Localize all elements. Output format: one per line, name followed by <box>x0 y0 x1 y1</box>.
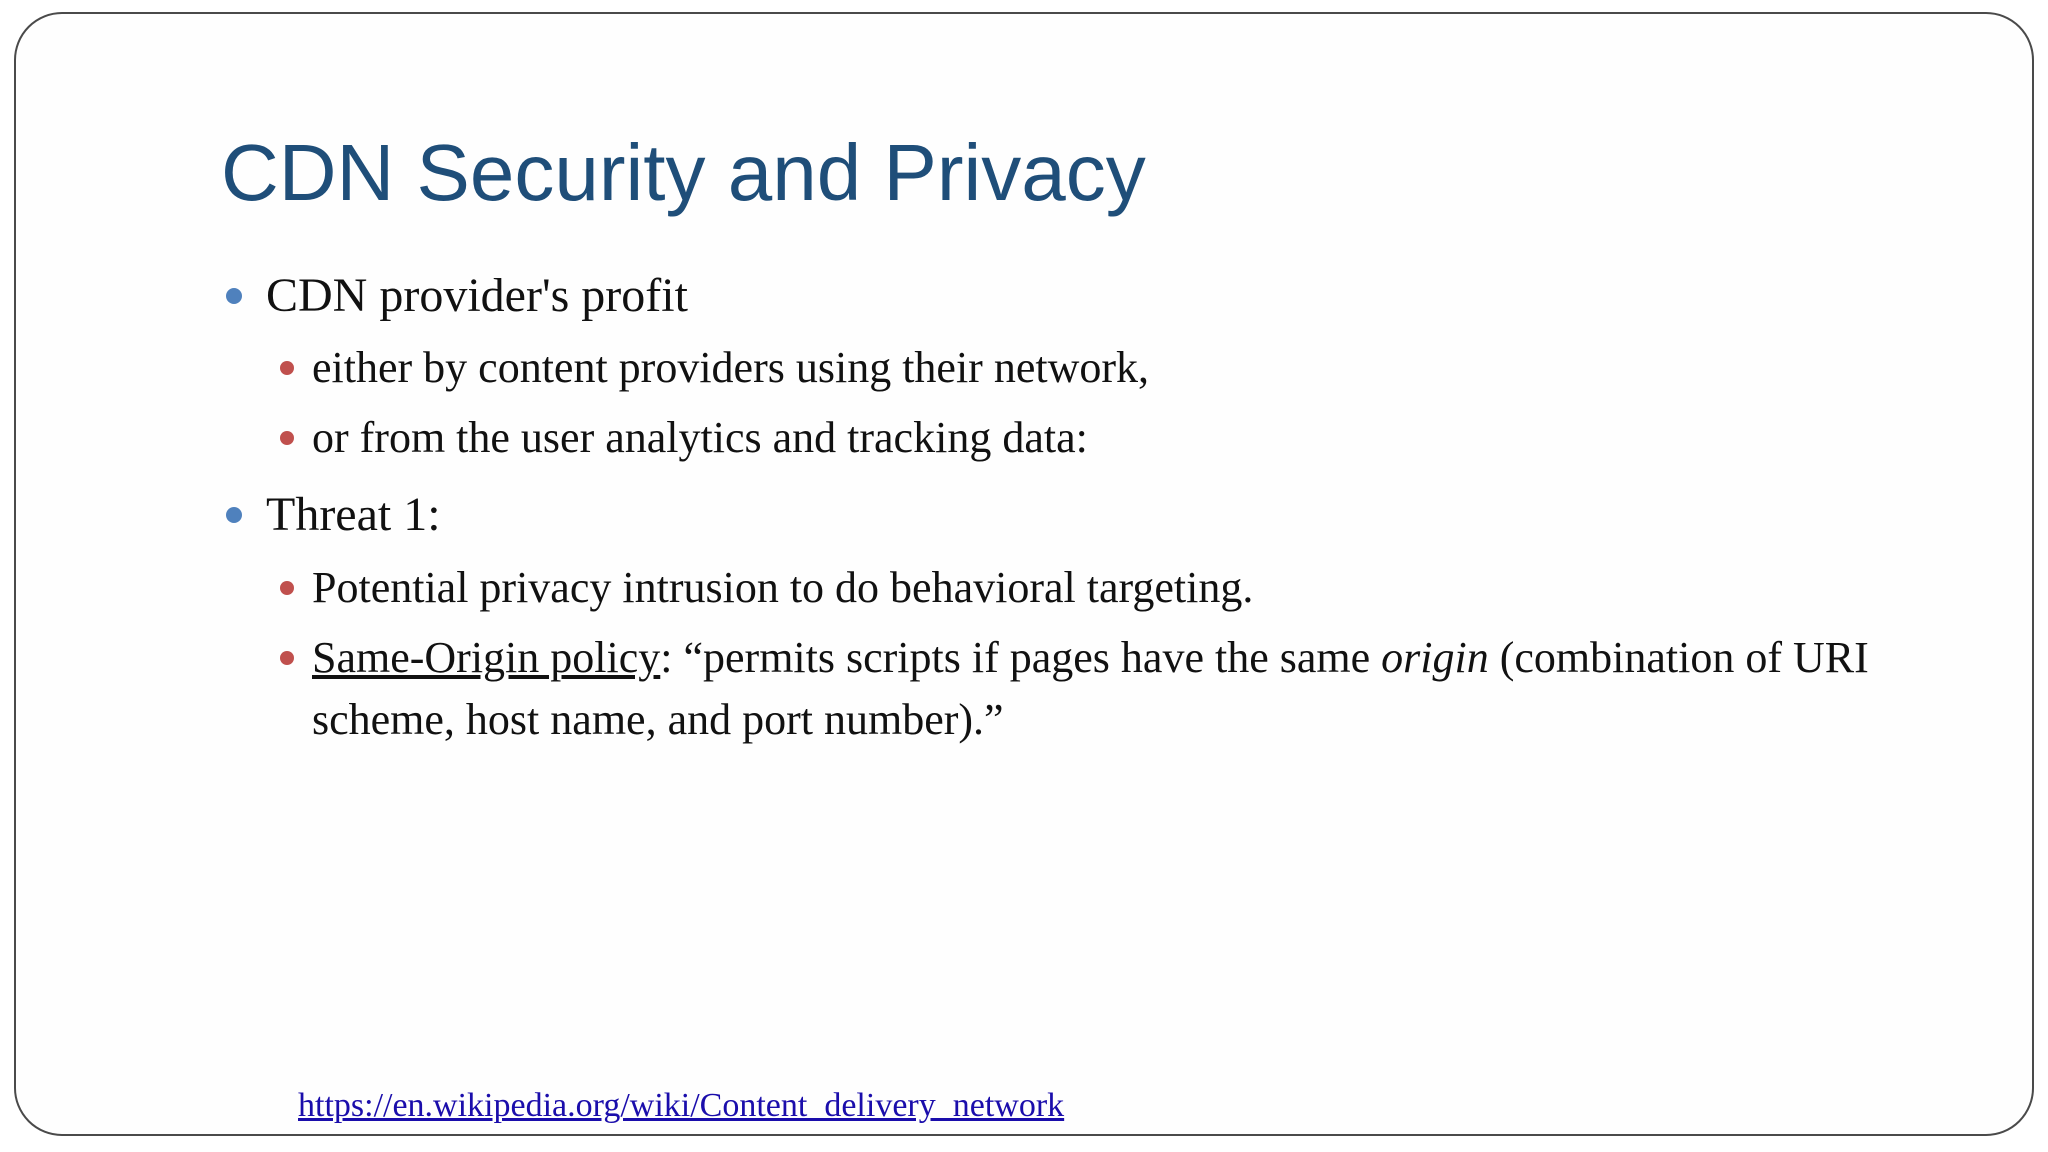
bullet-dot-icon <box>226 507 242 523</box>
sub-bullet-dot-icon <box>280 581 294 595</box>
sub-bullet-text: Potential privacy intrusion to do behavioral targeting. <box>312 563 1254 612</box>
sub-bullet-same-origin-policy <box>312 627 1952 751</box>
sub-bullet-privacy-intrusion <box>312 557 1253 619</box>
slide <box>14 12 2034 1136</box>
wikipedia-cdn-link[interactable]: https://en.wikipedia.org/wiki/Content_delivery_network <box>298 1087 1065 1124</box>
sub-bullet-text: either by content providers using their network, <box>312 343 1150 392</box>
sub-bullet-dot-icon <box>280 361 294 375</box>
sub-bullet-text: or from the user analytics and tracking data: <box>312 413 1088 462</box>
same-origin-quote-start: : “permits scripts if pages have the same <box>660 633 1382 682</box>
slide-title: CDN Security and Privacy <box>221 128 1146 217</box>
sub-bullet-dot-icon <box>280 651 294 665</box>
bullet-cdn-provider-profit <box>266 268 688 324</box>
sub-bullet-content-providers <box>312 337 1149 399</box>
origin-italic: origin <box>1381 633 1489 682</box>
bullet-threat-1 <box>266 487 441 543</box>
same-origin-quote-end: (combination of URI scheme, host name, and port number).” <box>312 633 1869 744</box>
bullet-text: Threat 1: <box>266 488 441 541</box>
bullet-dot-icon <box>226 288 242 304</box>
bullet-text: CDN provider's profit <box>266 269 688 322</box>
sub-bullet-user-analytics <box>312 407 1088 469</box>
same-origin-policy-term: Same-Origin policy <box>312 633 661 682</box>
sub-bullet-dot-icon <box>280 431 294 445</box>
